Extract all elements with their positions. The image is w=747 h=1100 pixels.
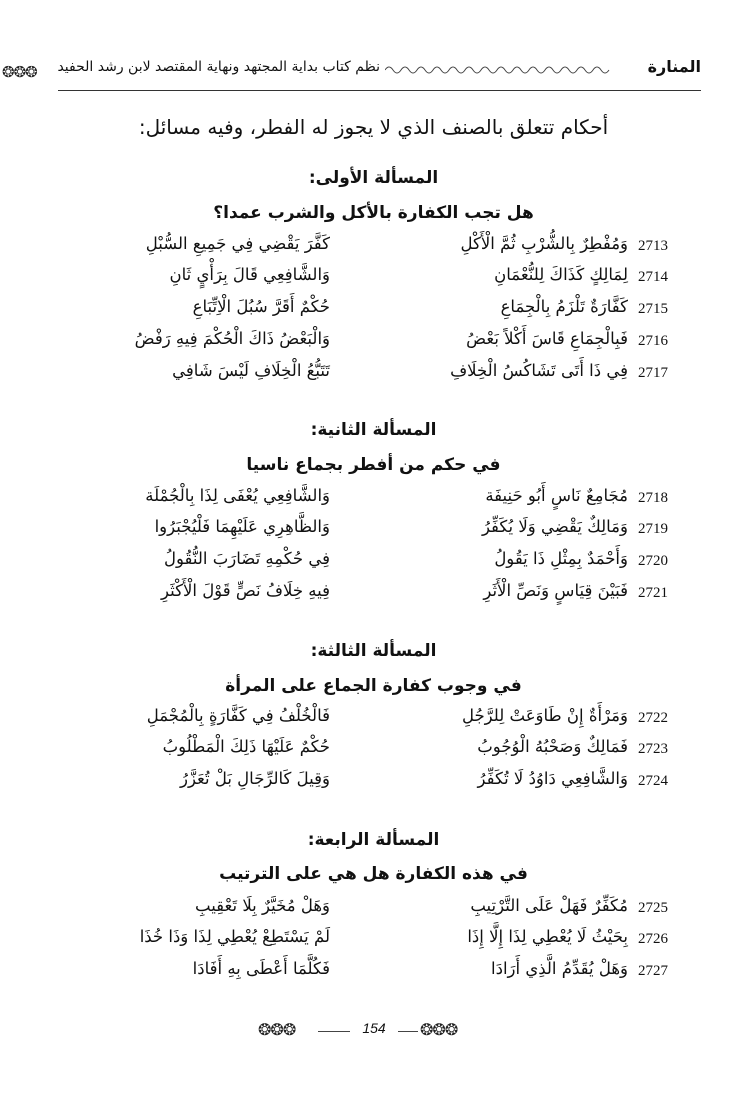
verse-hemistich-first: مُكَفِّرٌ فَهَلْ عَلَى التَّرْتِيبِ — [470, 896, 628, 915]
verse-hemistich-second: تَتَبُّعُ الْخِلَافِ لَيْسَ شَافِي — [172, 361, 330, 380]
verse-line — [0, 517, 747, 547]
section-title: المسألة الثانية: — [310, 420, 437, 440]
page-number: 154 — [362, 1020, 386, 1036]
verse-number: 2723 — [638, 741, 668, 757]
footer-ornament-left-icon: ❂❂❂ — [258, 1020, 296, 1039]
verse-hemistich-first: وَمَالِكٌ يَقْضِي وَلَا يُكَفِّرُ — [481, 517, 628, 536]
verse-hemistich-first: وَهَلْ يُقَدِّمُ الَّذِي أَرَادَا — [491, 959, 628, 978]
verse-hemistich-second: كَفَّرَ يَقْضِي فِي جَمِيعِ السُّبْلِ — [145, 234, 330, 253]
verse-line — [0, 581, 747, 611]
verse-line — [0, 234, 747, 264]
verse-line — [0, 896, 747, 926]
verse-hemistich-second: فَكُلَّمَا أَعْطَى بِهِ أَفَادَا — [192, 959, 330, 978]
verse-hemistich-first: فَمَالِكٌ وَصَحْبُهُ الْوُجُوبُ — [477, 737, 628, 756]
main-title: أحكام تتعلق بالصنف الذي لا يجوز له الفطر، وفيه مسائل: — [138, 115, 609, 139]
section-title: المسألة الثالثة: — [310, 641, 437, 661]
section-title: المسألة الأولى: — [308, 168, 439, 188]
verse-line — [0, 361, 747, 391]
verse-number: 2720 — [638, 553, 668, 569]
section-title: المسألة الرابعة: — [307, 830, 440, 850]
section-question: في وجوب كفارة الجماع على المرأة — [225, 676, 522, 696]
verse-hemistich-second: وَقِيلَ كَالرِّجَالِ بَلْ تُعَزَّرُ — [179, 769, 330, 788]
verse-hemistich-first: لِمَالِكٍ كَذَاكَ لِلنُّعْمَانِ — [494, 265, 628, 284]
verse-hemistich-first: بِحَيْثُ لَا يُعْطِي لِذَا إِلَّا إِذَا — [467, 927, 628, 946]
verse-hemistich-first: مُجَامِعٌ نَاسٍ أَبُو حَنِيفَة — [485, 486, 628, 505]
verse-line — [0, 706, 747, 736]
verse-hemistich-first: وَالشَّافِعِي دَاوُدُ لَا تُكَفِّرُ — [477, 769, 628, 788]
verse-hemistich-second: لَمْ يَسْتَطِعْ يُعْطِي لِذَا وَذَا خُذَا — [139, 927, 330, 946]
verse-hemistich-second: وَالشَّافِعِي قَالَ بِرَأْيٍ ثَانِ — [169, 265, 330, 284]
verse-hemistich-second: وَالظَّاهِرِي عَلَيْهِمَا فَلْيُجْبَرُوا — [154, 517, 330, 536]
verse-hemistich-second: وَالشَّافِعِي يُعْفَى لِذَا بِالْجُمْلَة — [145, 486, 330, 505]
verse-hemistich-first: وَمَرْأَةٌ إِنْ طَاوَعَتْ لِلرَّجُلِ — [461, 706, 628, 725]
verse-number: 2721 — [638, 585, 668, 601]
verse-number: 2722 — [638, 710, 668, 726]
footer-ornament-right-icon: ❂❂❂ — [420, 1020, 458, 1039]
verse-number: 2726 — [638, 931, 668, 947]
verse-hemistich-second: حُكْمٌ عَلَيْهَا ذَلِكَ الْمَطْلُوبُ — [162, 737, 330, 756]
section-question: في حكم من أفطر بجماع ناسيا — [246, 455, 501, 475]
verse-line — [0, 549, 747, 579]
verse-line — [0, 297, 747, 327]
verse-hemistich-first: فَبِالْجِمَاعِ قَاسَ أَكْلاً بَعْضُ — [466, 329, 628, 348]
verse-hemistich-first: وَأَحْمَدٌ بِمِثْلِ ذَا يَقُولُ — [494, 549, 628, 568]
verse-number: 2713 — [638, 238, 668, 254]
verse-hemistich-second: وَهَلْ مُخَيَّرٌ بِلَا تَعْقِيبِ — [195, 896, 330, 915]
header-rule — [58, 90, 701, 91]
footer-line-left — [318, 1031, 350, 1032]
verse-hemistich-second: فِي حُكْمِهِ تَضَارَبَ النُّقُولُ — [164, 549, 330, 568]
wave-rule-icon — [385, 61, 613, 79]
verse-line — [0, 769, 747, 799]
verse-hemistich-second: فَالْخُلْفُ فِي كَفَّارَةٍ بِالْمُجْمَلِ — [146, 706, 330, 725]
verse-number: 2714 — [638, 269, 668, 285]
verse-number: 2715 — [638, 301, 668, 317]
verse-hemistich-second: فِيهِ خِلَافُ نَصٍّ قَوْلَ الْأَكْثَرِ — [161, 581, 330, 600]
verse-line — [0, 265, 747, 295]
header-ornament-icon: ❂❂❂ — [2, 63, 37, 81]
verse-hemistich-first: فِي ذَا أَتَى تَشَاكُسُ الْخِلَافِ — [450, 361, 628, 380]
verse-number: 2724 — [638, 773, 668, 789]
page-footer — [0, 1018, 747, 1046]
verse-line — [0, 329, 747, 359]
running-header — [0, 55, 747, 95]
header-brand: المنارة — [647, 57, 701, 76]
verse-line — [0, 737, 747, 767]
verse-hemistich-first: كَفَّارَةٌ تَلْزَمُ بِالْجِمَاعِ — [500, 297, 628, 316]
verse-line — [0, 959, 747, 989]
verse-number: 2716 — [638, 333, 668, 349]
verse-hemistich-second: وَالْبَعْضُ ذَاكَ الْحُكْمَ فِيهِ رَفْضُ — [134, 329, 330, 348]
footer-line-right — [398, 1031, 418, 1032]
verse-number: 2718 — [638, 490, 668, 506]
section-question: هل تجب الكفارة بالأكل والشرب عمدا؟ — [213, 203, 534, 223]
verse-hemistich-first: وَمُفْطِرٌ بِالشُّرْبِ ثُمَّ الْأَكْلِ — [460, 234, 628, 253]
verse-number: 2717 — [638, 365, 668, 381]
book-title: نظم كتاب بداية المجتهد ونهاية المقتصد لابن رشد الحفيد — [57, 59, 380, 75]
verse-line — [0, 927, 747, 957]
verse-hemistich-first: فَبَيْنَ قِيَاسٍ وَنَصِّ الْأَثَرِ — [483, 581, 628, 600]
verse-number: 2727 — [638, 963, 668, 979]
verse-number: 2719 — [638, 521, 668, 537]
verse-number: 2725 — [638, 900, 668, 916]
section-question: في هذه الكفارة هل هي على الترتيب — [219, 864, 528, 884]
verse-hemistich-second: حُكْمٌ أَقَرَّ سُبُلَ الْاِتِّبَاعِ — [192, 297, 330, 316]
verse-line — [0, 486, 747, 516]
